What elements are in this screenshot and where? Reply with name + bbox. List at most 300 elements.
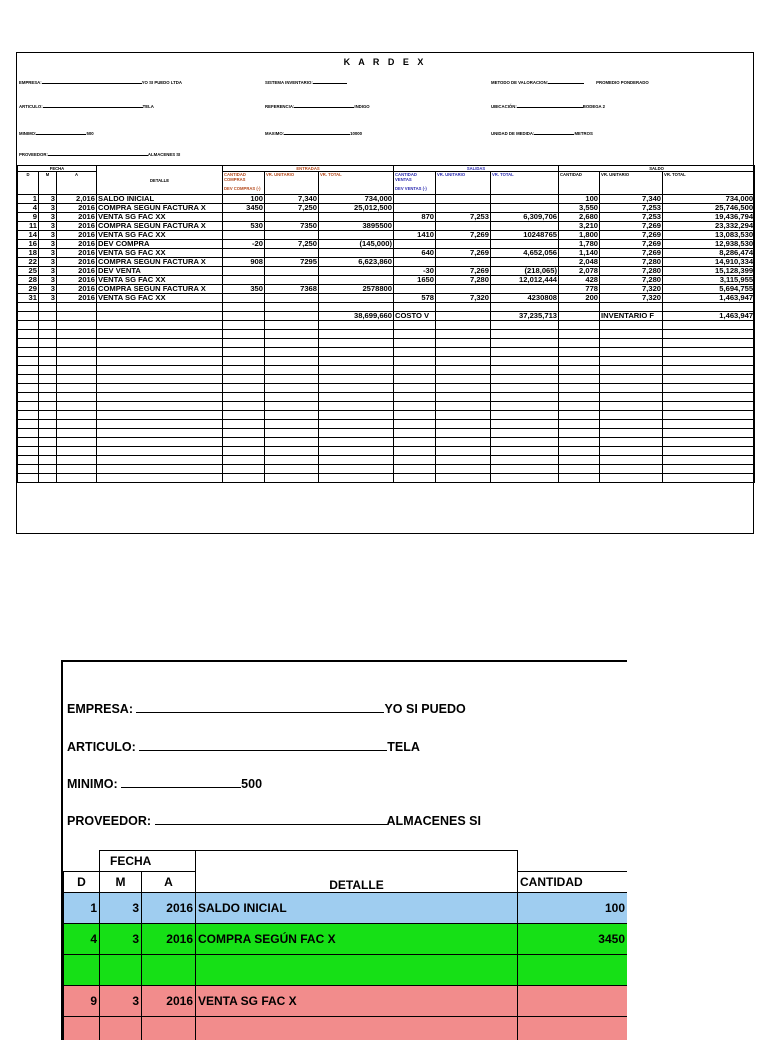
kardex-cell-detalle: DEV VENTA (97, 267, 223, 276)
kardex-empty-cell (57, 474, 97, 483)
kardex-empty-cell (97, 456, 223, 465)
kardex-empty-cell (97, 393, 223, 402)
kardex-empty-cell (319, 303, 394, 312)
kardex-cell-entradas-total (319, 249, 394, 258)
kardex-empty-cell (436, 474, 491, 483)
kardex-cell-year: 2016 (57, 222, 97, 231)
kardex-cell-entradas-cantidad (223, 231, 265, 240)
zoom-cell-a: 2016 (142, 986, 196, 1017)
saldo-cant-header: CANTIDAD (559, 172, 600, 195)
table-row (18, 222, 755, 231)
zoom-proveedor-label: PROVEEDOR: (67, 814, 151, 828)
kardex-empty-cell (223, 402, 265, 411)
zoom-cell-m: 3 (100, 986, 142, 1017)
kardex-cell-month: 3 (39, 195, 57, 204)
zoom-header-row-1 (64, 851, 628, 872)
kardex-empty-cell (39, 393, 57, 402)
kardex-empty-cell (491, 357, 559, 366)
zoom-d-header: D (64, 872, 100, 893)
zoom-cell-cantidad (518, 986, 628, 1017)
kardex-empty-cell (600, 402, 663, 411)
kardex-empty-cell (18, 321, 39, 330)
costo-label: COSTO V (394, 312, 436, 321)
kardex-empty-cell (319, 474, 394, 483)
kardex-empty-cell (97, 330, 223, 339)
kardex-empty-cell (39, 438, 57, 447)
kardex-cell-saldo-total: 19,436,794 (663, 213, 755, 222)
kardex-cell-salidas-cantidad: 1650 (394, 276, 436, 285)
kardex-empty-cell (436, 411, 491, 420)
empresa-label: EMPRESA: (19, 80, 42, 85)
kardex-empty-cell (265, 321, 319, 330)
kardex-empty-cell (394, 357, 436, 366)
kardex-empty-cell (39, 465, 57, 474)
table-row-empty (18, 357, 755, 366)
kardex-cell-year: 2016 (57, 285, 97, 294)
table-row-empty (18, 375, 755, 384)
kardex-zoom-sheet (61, 660, 627, 1040)
kardex-empty-cell (491, 339, 559, 348)
kardex-cell-saldo-total: 3,115,955 (663, 276, 755, 285)
kardex-empty-cell (491, 348, 559, 357)
kardex-empty-cell (491, 321, 559, 330)
table-row (18, 240, 755, 249)
kardex-empty-cell (394, 429, 436, 438)
table-row-empty (18, 330, 755, 339)
table-row (18, 294, 755, 303)
kardex-empty-cell (394, 321, 436, 330)
kardex-empty-cell (265, 366, 319, 375)
kardex-empty-cell (265, 438, 319, 447)
minimo-label: MINIMO: (19, 131, 36, 136)
zoom-table-row (64, 924, 628, 955)
kardex-cell-salidas-total (491, 258, 559, 267)
kardex-cell-saldo-total: 8,286,474 (663, 249, 755, 258)
kardex-cell-salidas-total (491, 240, 559, 249)
kardex-empty-cell (57, 456, 97, 465)
kardex-empty-cell (600, 366, 663, 375)
zoom-cell-d: 4 (64, 924, 100, 955)
kardex-empty-cell (39, 330, 57, 339)
kardex-empty-cell (319, 393, 394, 402)
kardex-cell-entradas-cantidad: 100 (223, 195, 265, 204)
kardex-empty-cell (18, 312, 39, 321)
kardex-cell-salidas-total: 12,012,444 (491, 276, 559, 285)
kardex-empty-cell (265, 393, 319, 402)
table-row (18, 258, 755, 267)
kardex-cell-entradas-cantidad: 908 (223, 258, 265, 267)
table-row (18, 285, 755, 294)
kardex-empty-cell (57, 375, 97, 384)
articulo-label: ARTICULO: (19, 104, 43, 109)
zoom-cell-a: 2016 (142, 893, 196, 924)
kardex-empty-cell (97, 312, 223, 321)
kardex-empty-cell (394, 366, 436, 375)
kardex-empty-cell (39, 339, 57, 348)
zoom-cell-detalle: SALDO INICIAL (196, 893, 518, 924)
zoom-cell-m (100, 955, 142, 986)
kardex-cell-day: 22 (18, 258, 39, 267)
kardex-empty-cell (559, 438, 600, 447)
kardex-empty-cell (39, 375, 57, 384)
zoom-cell-a (142, 955, 196, 986)
kardex-cell-entradas-unitario: 7,250 (265, 240, 319, 249)
kardex-empty-cell (18, 339, 39, 348)
kardex-cell-entradas-total (319, 213, 394, 222)
kardex-empty-cell (600, 411, 663, 420)
kardex-cell-entradas-unitario: 7295 (265, 258, 319, 267)
ubicacion-value: BODEGA 2 (583, 104, 605, 109)
dev-compras-label: DEV COMPRAS (-) (224, 186, 263, 191)
salidas-total-header: VR. TOTAL (491, 172, 559, 195)
kardex-empty-cell (663, 420, 755, 429)
kardex-empty-cell (436, 375, 491, 384)
kardex-empty-cell (491, 429, 559, 438)
kardex-empty-cell (663, 402, 755, 411)
kardex-empty-cell (491, 402, 559, 411)
table-row-empty (18, 420, 755, 429)
kardex-empty-cell (663, 357, 755, 366)
kardex-empty-cell (436, 429, 491, 438)
m-header: M (39, 172, 57, 195)
kardex-cell-entradas-total (319, 276, 394, 285)
kardex-empty-cell (491, 393, 559, 402)
salidas-header: SALIDAS (394, 166, 559, 172)
kardex-empty-cell (97, 420, 223, 429)
kardex-empty-cell (394, 456, 436, 465)
saldo-header: SALDO (559, 166, 755, 172)
kardex-empty-cell (97, 375, 223, 384)
kardex-empty-cell (600, 375, 663, 384)
kardex-empty-cell (39, 456, 57, 465)
cant-ventas-label: CANTIDAD VENTAS (395, 172, 417, 182)
kardex-empty-cell (394, 447, 436, 456)
kardex-cell-entradas-unitario (265, 276, 319, 285)
kardex-cell-saldo-unitario: 7,280 (600, 276, 663, 285)
kardex-cell-month: 3 (39, 258, 57, 267)
kardex-cell-salidas-unitario: 7,269 (436, 231, 491, 240)
kardex-empty-cell (491, 411, 559, 420)
kardex-cell-entradas-unitario: 7350 (265, 222, 319, 231)
kardex-cell-saldo-cantidad: 3,210 (559, 222, 600, 231)
kardex-empty-cell (436, 357, 491, 366)
kardex-cell-salidas-total (491, 222, 559, 231)
kardex-empty-cell (97, 357, 223, 366)
kardex-cell-year: 2016 (57, 240, 97, 249)
kardex-empty-cell (394, 348, 436, 357)
kardex-empty-cell (663, 330, 755, 339)
kardex-empty-cell (559, 474, 600, 483)
kardex-empty-cell (319, 339, 394, 348)
table-row (18, 231, 755, 240)
kardex-cell-saldo-total: 23,332,294 (663, 222, 755, 231)
articulo-field (19, 103, 154, 109)
zoom-empresa-field (67, 702, 466, 716)
kardex-empty-cell (600, 474, 663, 483)
ubicacion-label: UBICACIÓN: (491, 104, 517, 109)
kardex-cell-year: 2,016 (57, 195, 97, 204)
empresa-value: YO SI PUEDO LTDA (142, 80, 182, 85)
cant-ventas-header (394, 172, 436, 195)
metodo-field (491, 79, 649, 85)
zoom-articulo-label: ARTICULO: (67, 740, 136, 754)
kardex-empty-cell (436, 339, 491, 348)
zoom-cell-cantidad (518, 955, 628, 986)
kardex-empty-cell (319, 447, 394, 456)
kardex-cell-year: 2016 (57, 204, 97, 213)
kardex-cell-day: 1 (18, 195, 39, 204)
kardex-empty-cell (663, 474, 755, 483)
kardex-cell-saldo-unitario: 7,340 (600, 195, 663, 204)
kardex-cell-entradas-cantidad: 530 (223, 222, 265, 231)
kardex-cell-saldo-cantidad: 1,140 (559, 249, 600, 258)
kardex-empty-cell (600, 465, 663, 474)
kardex-cell-salidas-cantidad (394, 258, 436, 267)
unidad-value: METROS (574, 131, 592, 136)
kardex-empty-cell (600, 321, 663, 330)
kardex-cell-entradas-unitario: 7,340 (265, 195, 319, 204)
sistema-field (265, 79, 347, 85)
kardex-cell-salidas-total (491, 204, 559, 213)
kardex-empty-cell (39, 402, 57, 411)
kardex-cell-month: 3 (39, 204, 57, 213)
kardex-empty-cell (319, 321, 394, 330)
inventario-total: 1,463,947 (663, 312, 755, 321)
kardex-empty-cell (559, 375, 600, 384)
kardex-empty-cell (319, 357, 394, 366)
kardex-cell-detalle: COMPRA SEGUN FACTURA X (97, 204, 223, 213)
detalle-header: DETALLE (97, 166, 223, 195)
kardex-cell-entradas-unitario (265, 294, 319, 303)
kardex-empty-cell (265, 339, 319, 348)
kardex-empty-cell (491, 366, 559, 375)
kardex-empty-cell (265, 312, 319, 321)
kardex-empty-cell (57, 429, 97, 438)
kardex-empty-cell (663, 393, 755, 402)
kardex-cell-day: 9 (18, 213, 39, 222)
table-row-empty (18, 447, 755, 456)
kardex-cell-entradas-unitario (265, 213, 319, 222)
kardex-empty-cell (319, 375, 394, 384)
kardex-cell-saldo-cantidad: 2,078 (559, 267, 600, 276)
kardex-cell-salidas-unitario (436, 285, 491, 294)
kardex-cell-saldo-cantidad: 2,048 (559, 258, 600, 267)
zoom-cell-detalle: VENTA SG FAC X (196, 986, 518, 1017)
kardex-empty-cell (436, 321, 491, 330)
kardex-empty-cell (18, 330, 39, 339)
kardex-empty-cell (394, 339, 436, 348)
kardex-empty-cell (319, 456, 394, 465)
kardex-empty-cell (436, 447, 491, 456)
kardex-cell-day: 18 (18, 249, 39, 258)
kardex-cell-saldo-cantidad: 428 (559, 276, 600, 285)
kardex-empty-cell (436, 438, 491, 447)
kardex-empty-cell (265, 465, 319, 474)
inventario-label: INVENTARIO F (600, 312, 663, 321)
kardex-empty-cell (663, 339, 755, 348)
kardex-cell-entradas-total: 6,623,860 (319, 258, 394, 267)
zoom-empty-cell (100, 1017, 142, 1040)
kardex-cell-salidas-cantidad (394, 222, 436, 231)
kardex-empty-cell (18, 348, 39, 357)
kardex-empty-cell (57, 312, 97, 321)
kardex-empty-cell (97, 465, 223, 474)
kardex-cell-year: 2016 (57, 231, 97, 240)
kardex-empty-cell (491, 465, 559, 474)
table-row-empty (18, 438, 755, 447)
kardex-empty-cell (663, 375, 755, 384)
kardex-empty-cell (265, 348, 319, 357)
kardex-empty-cell (600, 384, 663, 393)
minimo-value: 500 (86, 131, 93, 136)
kardex-cell-year: 2016 (57, 276, 97, 285)
kardex-empty-cell (223, 348, 265, 357)
kardex-empty-cell (265, 330, 319, 339)
kardex-empty-cell (559, 348, 600, 357)
kardex-cell-entradas-cantidad (223, 249, 265, 258)
kardex-cell-month: 3 (39, 213, 57, 222)
kardex-empty-cell (223, 393, 265, 402)
proveedor-field (19, 151, 180, 157)
kardex-cell-detalle: VENTA SG FAC XX (97, 213, 223, 222)
kardex-empty-cell (559, 465, 600, 474)
zoom-cell-detalle (196, 955, 518, 986)
kardex-empty-cell (600, 339, 663, 348)
kardex-empty-cell (39, 411, 57, 420)
kardex-empty-cell (97, 303, 223, 312)
kardex-empty-cell (559, 456, 600, 465)
kardex-cell-salidas-cantidad (394, 285, 436, 294)
kardex-empty-cell (559, 384, 600, 393)
kardex-empty-cell (559, 312, 600, 321)
kardex-cell-entradas-unitario (265, 267, 319, 276)
kardex-cell-salidas-cantidad: 578 (394, 294, 436, 303)
kardex-empty-cell (491, 303, 559, 312)
kardex-empty-cell (663, 429, 755, 438)
kardex-cell-salidas-cantidad (394, 195, 436, 204)
kardex-empty-cell (319, 330, 394, 339)
kardex-cell-entradas-cantidad (223, 267, 265, 276)
zoom-articulo-value: TELA (387, 740, 420, 754)
zoom-empresa-label: EMPRESA: (67, 702, 133, 716)
kardex-empty-cell (18, 447, 39, 456)
kardex-empty-cell (97, 321, 223, 330)
kardex-cell-salidas-unitario (436, 204, 491, 213)
kardex-empty-cell (436, 420, 491, 429)
kardex-empty-cell (223, 312, 265, 321)
kardex-cell-entradas-cantidad: 3450 (223, 204, 265, 213)
kardex-cell-saldo-cantidad: 778 (559, 285, 600, 294)
kardex-cell-detalle: VENTA SG FAC XX (97, 231, 223, 240)
costo-total: 37,235,713 (491, 312, 559, 321)
kardex-cell-saldo-unitario: 7,269 (600, 222, 663, 231)
kardex-cell-entradas-cantidad (223, 213, 265, 222)
zoom-table-row (64, 955, 628, 986)
kardex-empty-cell (223, 411, 265, 420)
zoom-empty-cell (196, 1017, 518, 1040)
kardex-empty-cell (265, 384, 319, 393)
kardex-empty-cell (97, 339, 223, 348)
kardex-empty-cell (57, 411, 97, 420)
kardex-cell-saldo-total: 12,938,530 (663, 240, 755, 249)
kardex-empty-cell (39, 312, 57, 321)
kardex-empty-cell (265, 375, 319, 384)
kardex-cell-salidas-cantidad (394, 240, 436, 249)
kardex-empty-cell (18, 366, 39, 375)
kardex-cell-entradas-total: 734,000 (319, 195, 394, 204)
kardex-cell-saldo-unitario: 7,269 (600, 231, 663, 240)
kardex-cell-saldo-cantidad: 1,780 (559, 240, 600, 249)
kardex-cell-saldo-total: 14,910,334 (663, 258, 755, 267)
entradas-total-header: VR. TOTAL (319, 172, 394, 195)
zoom-minimo-label: MINIMO: (67, 777, 118, 791)
kardex-empty-cell (265, 420, 319, 429)
kardex-empty-cell (559, 447, 600, 456)
table-row-empty (18, 384, 755, 393)
kardex-empty-cell (319, 366, 394, 375)
kardex-cell-salidas-cantidad: 640 (394, 249, 436, 258)
metodo-label: METODO DE VALORACION: (491, 80, 548, 85)
kardex-empty-cell (57, 402, 97, 411)
kardex-empty-cell (57, 393, 97, 402)
kardex-cell-entradas-total (319, 231, 394, 240)
table-row-empty (18, 366, 755, 375)
kardex-cell-saldo-cantidad: 200 (559, 294, 600, 303)
kardex-cell-detalle: SALDO INICIAL (97, 195, 223, 204)
kardex-cell-salidas-total: 4,652,056 (491, 249, 559, 258)
kardex-cell-entradas-cantidad: -20 (223, 240, 265, 249)
zoom-table (63, 850, 627, 1040)
kardex-cell-day: 29 (18, 285, 39, 294)
kardex-empty-cell (319, 348, 394, 357)
kardex-cell-month: 3 (39, 240, 57, 249)
table-row-empty (18, 465, 755, 474)
kardex-cell-month: 3 (39, 249, 57, 258)
kardex-empty-cell (436, 312, 491, 321)
kardex-cell-saldo-cantidad: 2,680 (559, 213, 600, 222)
kardex-empty-cell (600, 420, 663, 429)
table-row-empty (18, 339, 755, 348)
kardex-cell-day: 4 (18, 204, 39, 213)
kardex-empty-cell (319, 420, 394, 429)
kardex-empty-cell (663, 411, 755, 420)
kardex-cell-saldo-unitario: 7,253 (600, 204, 663, 213)
kardex-empty-cell (491, 384, 559, 393)
kardex-cell-salidas-unitario (436, 222, 491, 231)
table-row-empty (18, 429, 755, 438)
zoom-cell-cantidad: 3450 (518, 924, 628, 955)
kardex-cell-saldo-unitario: 7,320 (600, 285, 663, 294)
kardex-cell-detalle: COMPRA SEGUN FACTURA X (97, 222, 223, 231)
kardex-cell-salidas-total (491, 195, 559, 204)
kardex-empty-cell (18, 303, 39, 312)
zoom-m-header: M (100, 872, 142, 893)
kardex-empty-cell (223, 474, 265, 483)
kardex-empty-cell (57, 366, 97, 375)
kardex-cell-saldo-unitario: 7,280 (600, 258, 663, 267)
kardex-empty-cell (57, 447, 97, 456)
kardex-empty-cell (223, 330, 265, 339)
zoom-cantidad-header: CANTIDAD (518, 872, 628, 893)
cant-compras-header (223, 172, 265, 195)
kardex-empty-cell (223, 357, 265, 366)
kardex-cell-salidas-unitario: 7,269 (436, 249, 491, 258)
kardex-cell-month: 3 (39, 276, 57, 285)
kardex-empty-cell (436, 393, 491, 402)
kardex-cell-saldo-total: 25,746,500 (663, 204, 755, 213)
kardex-cell-day: 14 (18, 231, 39, 240)
kardex-cell-salidas-total: 10248765 (491, 231, 559, 240)
